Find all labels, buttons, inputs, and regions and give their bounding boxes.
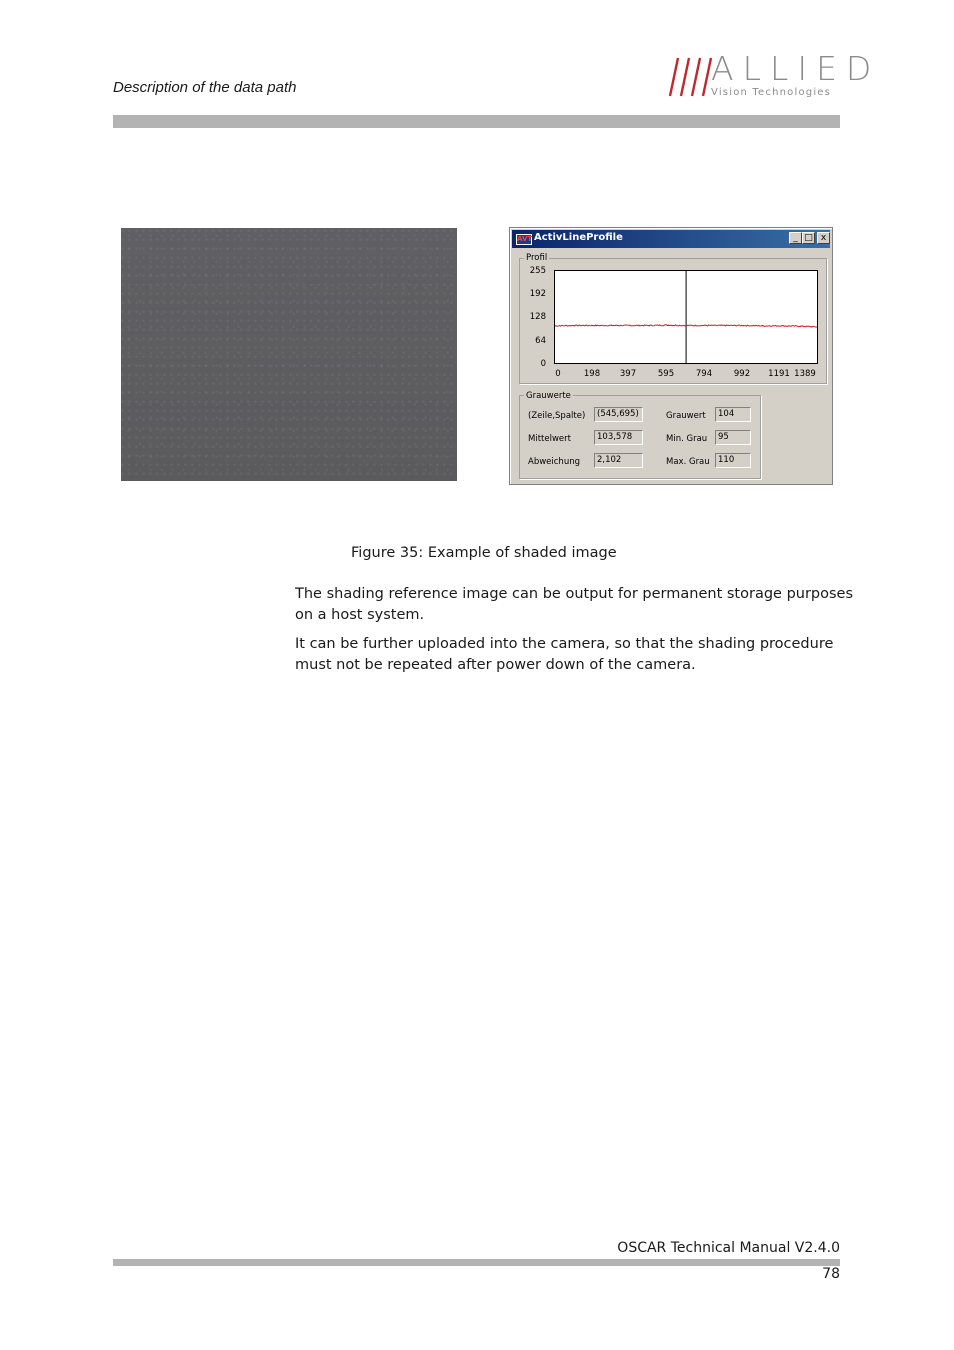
row-column-field[interactable]: (545,695): [594, 407, 643, 422]
mean-label: Mittelwert: [528, 434, 571, 444]
profile-data-point: [724, 325, 725, 326]
x-tick-label: 1191: [768, 369, 790, 379]
x-tick-label: 992: [733, 369, 751, 379]
profile-plot: [554, 270, 818, 364]
mean-field[interactable]: 103,578: [594, 430, 643, 445]
min-gray-field[interactable]: 95: [715, 430, 751, 445]
profile-data-point: [592, 325, 593, 326]
max-gray-label: Max. Grau: [666, 457, 710, 467]
profile-data-point: [762, 325, 763, 326]
profile-data-point: [630, 325, 631, 326]
x-tick-label: 0: [555, 369, 561, 379]
logo-slashes-icon: [666, 50, 716, 100]
y-tick-label: 0: [540, 359, 546, 369]
profile-data-point: [573, 325, 574, 326]
x-tick-label: 595: [657, 369, 675, 379]
y-tick-label: 128: [529, 312, 546, 322]
x-tick-label: 794: [695, 369, 713, 379]
profile-data-point: [649, 325, 650, 326]
x-tick-label: 397: [619, 369, 637, 379]
profile-data-point: [668, 325, 669, 326]
y-tick-label: 192: [529, 289, 546, 299]
x-tick-label: 198: [583, 369, 601, 379]
deviation-label: Abweichung: [528, 457, 580, 467]
window-title: ActivLineProfile: [534, 232, 623, 243]
app-icon: AVT: [517, 235, 533, 243]
grayvalues-group-label: Grauwerte: [526, 391, 571, 401]
min-gray-label: Min. Grau: [666, 434, 708, 444]
logo-wordmark: ALLIED: [711, 49, 881, 88]
y-tick-label: 64: [535, 336, 546, 346]
section-title: Description of the data path: [113, 79, 297, 96]
row-column-label: (Zeile,Spalte): [528, 411, 586, 421]
profile-data-point: [686, 325, 687, 326]
logo-subtitle: Vision Technologies: [711, 87, 832, 98]
x-tick-label: 1389: [794, 369, 816, 379]
profile-data-point: [781, 325, 782, 326]
body-paragraph: The shading reference image can be output for permanent storage purposes on a host system.: [295, 586, 854, 623]
minimize-button[interactable]: _: [789, 232, 802, 244]
max-gray-field[interactable]: 110: [715, 453, 751, 468]
footer-manual-title: OSCAR Technical Manual V2.4.0: [617, 1240, 840, 1256]
profile-data-point: [611, 325, 612, 326]
activlineprofile-window: [509, 227, 833, 485]
page-number: 78: [822, 1266, 840, 1282]
maximize-button[interactable]: □: [802, 232, 815, 244]
shaded-image: [121, 228, 457, 481]
deviation-field[interactable]: 2,102: [594, 453, 643, 468]
window-titlebar[interactable]: [512, 230, 830, 248]
profile-data-point: [800, 326, 801, 327]
grayvalue-field[interactable]: 104: [715, 407, 751, 422]
footer-rule: [113, 1259, 840, 1266]
grayvalue-label: Grauwert: [666, 411, 706, 421]
header-rule: [113, 115, 840, 128]
profile-chart: [555, 271, 817, 363]
profile-data-point: [705, 325, 706, 326]
figure-caption: Figure 35: Example of shaded image: [351, 545, 617, 561]
y-tick-label: 255: [529, 266, 546, 276]
profile-data-point: [743, 325, 744, 326]
body-paragraph: It can be further uploaded into the camera, so that the shading procedure must not be repeated after power down of the camera.: [295, 636, 834, 673]
close-button[interactable]: x: [817, 232, 830, 244]
profile-group-label: Profil: [526, 253, 548, 263]
